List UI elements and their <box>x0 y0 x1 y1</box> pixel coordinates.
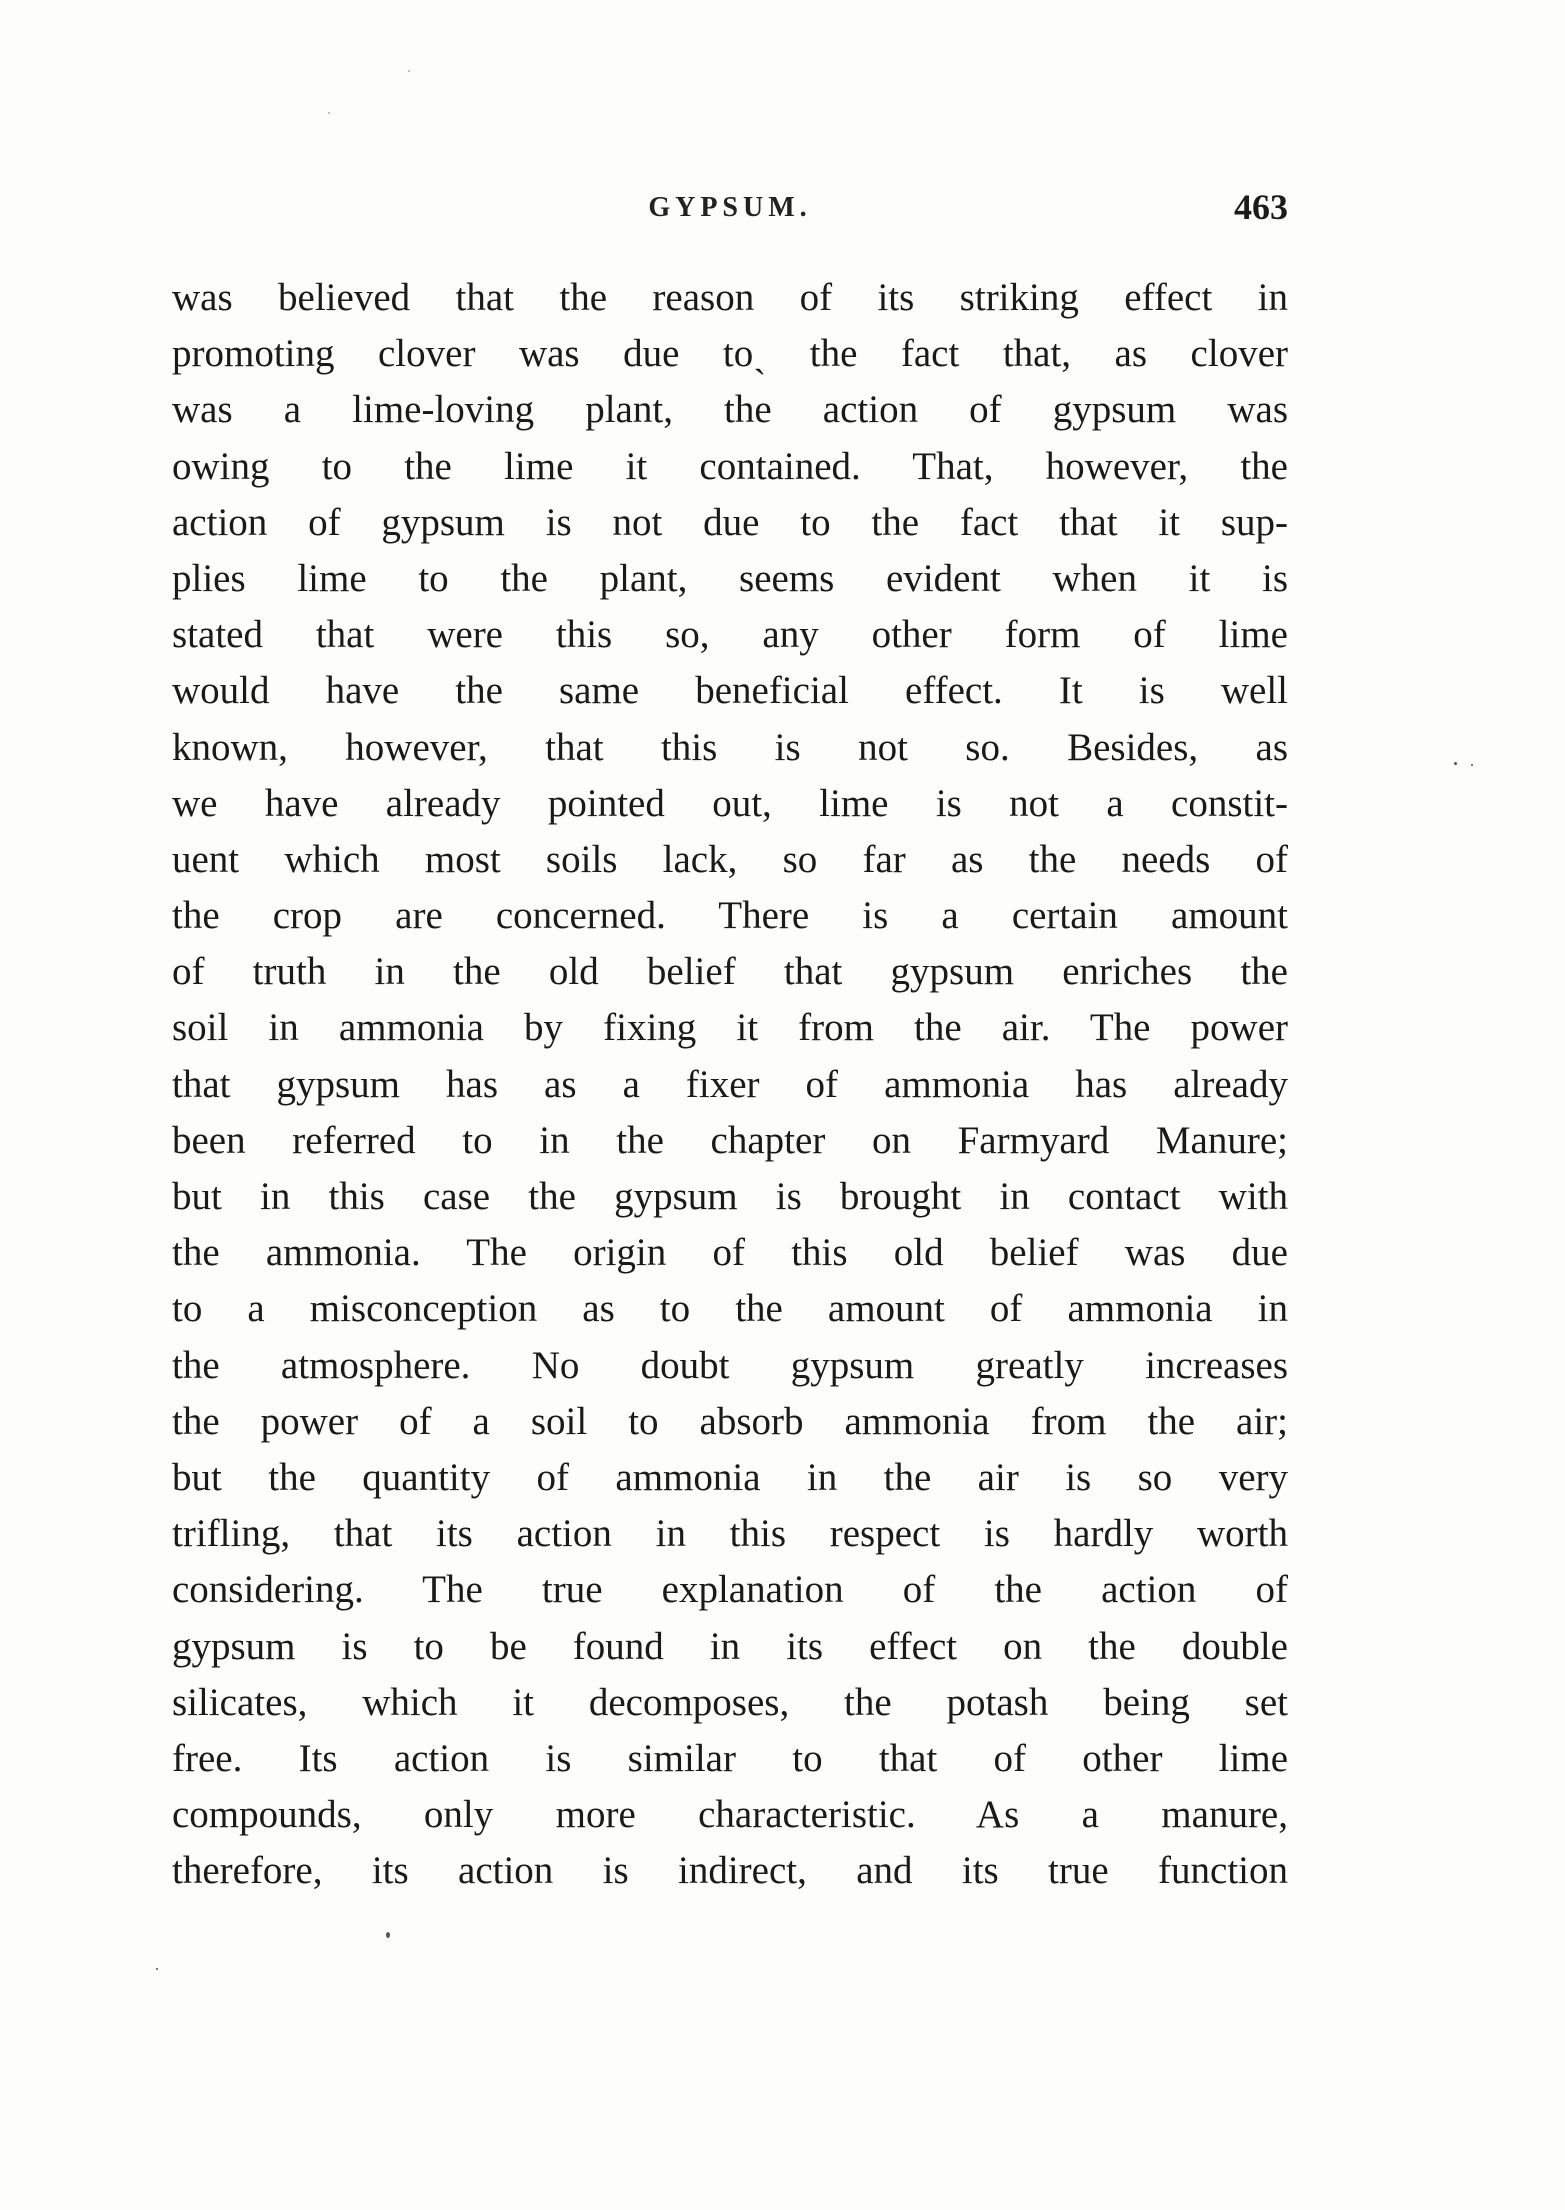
text-line: to a misconception as to the amount of ammonia in <box>172 1287 1288 1331</box>
text-line: we have already pointed out, lime is not a constit- <box>172 781 1288 825</box>
text-line: but in this case the gypsum is brought in contact with <box>172 1175 1288 1218</box>
text-line: action of gypsum is not due to the fact that it sup- <box>172 500 1288 544</box>
text-line: the ammonia. The origin of this old belief was due <box>172 1231 1288 1275</box>
scan-speck <box>386 1932 390 1938</box>
text-line: but the quantity of ammonia in the air is so very <box>172 1455 1288 1499</box>
text-line: owing to the lime it contained. That, however, the <box>172 444 1288 488</box>
text-line: free. Its action is similar to that of other lime <box>172 1736 1288 1780</box>
text-line: the atmosphere. No doubt gypsum greatly increases <box>172 1343 1288 1387</box>
text-line: compounds, only more characteristic. As a manure, <box>172 1793 1288 1837</box>
text-line: that gypsum has as a fixer of ammonia has already <box>172 1062 1288 1106</box>
text-line: the crop are concerned. There is a certain amount <box>172 894 1288 938</box>
text-line: uent which most soils lack, so far as the needs of <box>172 837 1288 881</box>
scan-speck <box>328 112 330 114</box>
text-line: plies lime to the plant, seems evident when it is <box>172 556 1288 600</box>
text-line: silicates, which it decomposes, the potash being set <box>172 1680 1288 1724</box>
text-line: soil in ammonia by fixing it from the air. The power <box>172 1006 1288 1050</box>
body-text <box>172 270 1288 1899</box>
text-line: gypsum is to be found in its effect on the double <box>172 1624 1288 1668</box>
scan-speck <box>1471 764 1473 766</box>
text-line: been referred to in the chapter on Farmyard Manure; <box>172 1118 1288 1162</box>
text-line: considering. The true explanation of the action of <box>172 1568 1288 1612</box>
text-line: trifling, that its action in this respect is hardly worth <box>172 1512 1288 1556</box>
running-title: GYPSUM. <box>648 192 812 223</box>
text-line: known, however, that this is not so. Besides, as <box>172 725 1288 769</box>
text-line: promoting clover was due toˎ the fact that, as clover <box>172 332 1288 376</box>
text-line: was believed that the reason of its striking effect in <box>172 276 1288 319</box>
text-line: therefore, its action is indirect, and its true function <box>172 1849 1288 1893</box>
scan-speck <box>408 70 410 72</box>
running-head <box>172 186 1288 234</box>
text-line: the power of a soil to absorb ammonia from the air; <box>172 1399 1288 1443</box>
text-line: stated that were this so, any other form of lime <box>172 613 1288 657</box>
page-number: 463 <box>1234 187 1288 227</box>
text-line: of truth in the old belief that gypsum enriches the <box>172 950 1288 994</box>
scan-speck <box>156 1968 158 1970</box>
text-line: would have the same beneficial effect. It is well <box>172 669 1288 713</box>
text-line: was a lime-loving plant, the action of gypsum was <box>172 388 1288 432</box>
scan-speck <box>1454 762 1457 765</box>
